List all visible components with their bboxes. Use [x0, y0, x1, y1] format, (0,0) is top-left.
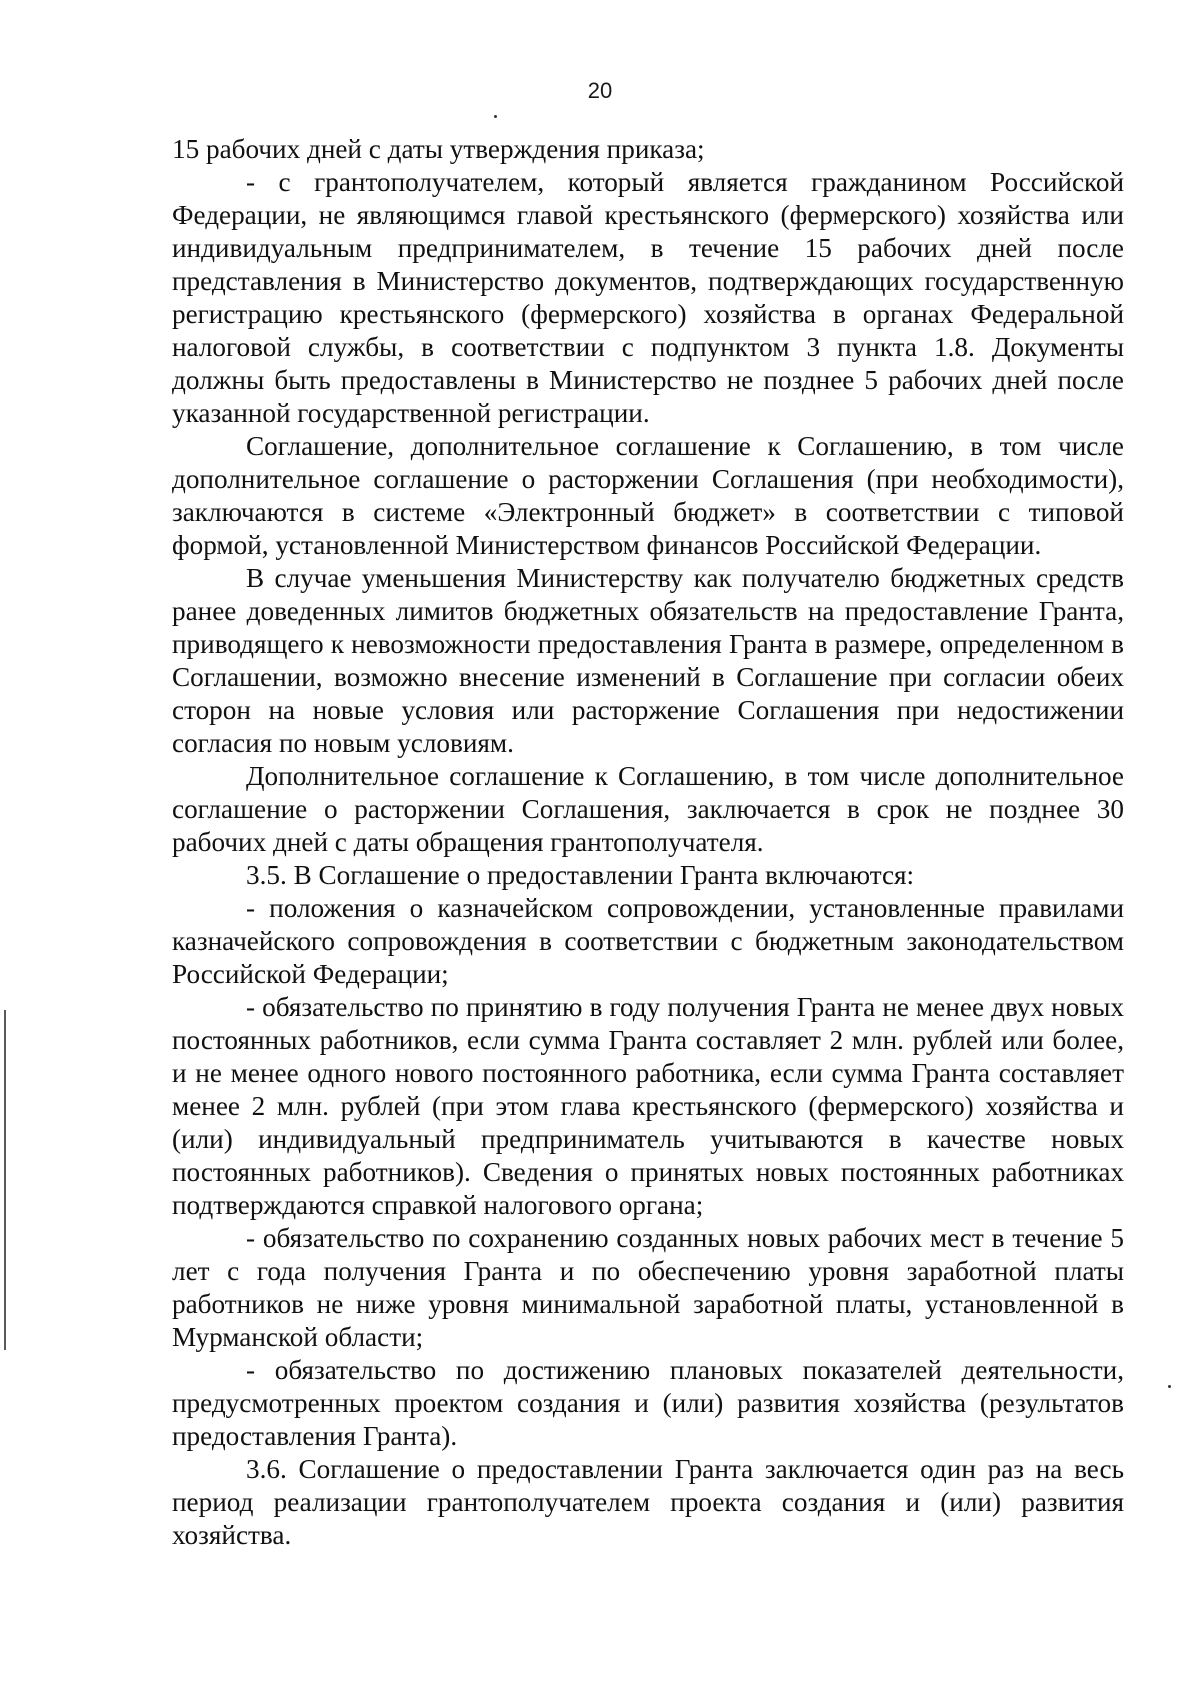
paragraph: - обязательство по принятию в году получения Гранта не менее двух новых постоянных работников, если сумма Гранта составляет 2 млн. рублей или более, и не менее одного нового постоянного работника, если сумма Гранта составляет менее 2 млн. рублей (при этом глава крестьянского (фермерского) хозяйства и (или) индивидуальный предприниматель учитываются в качестве новых постоянных работников). Сведения о принятых новых постоянных работниках подтверждаются справкой налогового органа;	[172, 992, 1124, 1220]
paragraph: 15 рабочих дней с даты утверждения приказа;	[172, 134, 705, 164]
scan-speck	[494, 115, 497, 118]
paragraph: - положения о казначейском сопровождении, установленные правилами казначейского сопровождения в соответствии с бюджетным законодательством Российской Федерации;	[172, 893, 1124, 989]
paragraph: Соглашение, дополнительное соглашение к Соглашению, в том числе дополнительное соглашение о расторжении Соглашения (при необходимости), заключаются в системе «Электронный бюджет» в соответствии с типовой формой, установленной Министерством финансов Российской Федерации.	[172, 431, 1124, 560]
paragraph: В случае уменьшения Министерству как получателю бюджетных средств ранее доведенных лимитов бюджетных обязательств на предоставление Гранта, приводящего к невозможности предоставления Гранта в размере, определенном в Соглашении, возможно внесение изменений в Соглашение при согласии обеих сторон на новые условия или расторжение Соглашения при недостижении согласия по новым условиям.	[172, 563, 1124, 758]
paragraph: - обязательство по достижению плановых показателей деятельности, предусмотренных проектом создания и (или) развития хозяйства (результатов предоставления Гранта).	[172, 1355, 1124, 1451]
paragraph: 3.6. Соглашение о предоставлении Гранта заключается один раз на весь период реализации грантополучателем проекта создания и (или) развития хозяйства.	[172, 1454, 1124, 1550]
paragraph: Дополнительное соглашение к Соглашению, в том числе дополнительное соглашение о расторжении Соглашения, заключается в срок не позднее 30 рабочих дней с даты обращения грантополучателя.	[172, 761, 1124, 857]
document-body	[172, 133, 1124, 1552]
paragraph: - с грантополучателем, который является гражданином Российской Федерации, не являющимся главой крестьянского (фермерского) хозяйства или индивидуальным предпринимателем, в течение 15 рабочих дней после представления в Министерство документов, подтверждающих государственную регистрацию крестьянского (фермерского) хозяйства в органах Федеральной налоговой службы, в соответствии с подпунктом 3 пункта 1.8. Документы должны быть предоставлены в Министерство не позднее 5 рабочих дней после указанной государственной регистрации.	[172, 167, 1124, 428]
scan-speck	[1168, 1385, 1171, 1388]
page-number: 20	[587, 78, 613, 103]
paragraph: 3.5. В Соглашение о предоставлении Гранта включаются:	[246, 860, 915, 890]
paragraph: - обязательство по сохранению созданных новых рабочих мест в течение 5 лет с года получения Гранта и по обеспечению уровня заработной платы работников не ниже уровня минимальной заработной платы, установленной в Мурманской области;	[172, 1223, 1124, 1352]
scan-edge-mark	[4, 1010, 6, 1350]
